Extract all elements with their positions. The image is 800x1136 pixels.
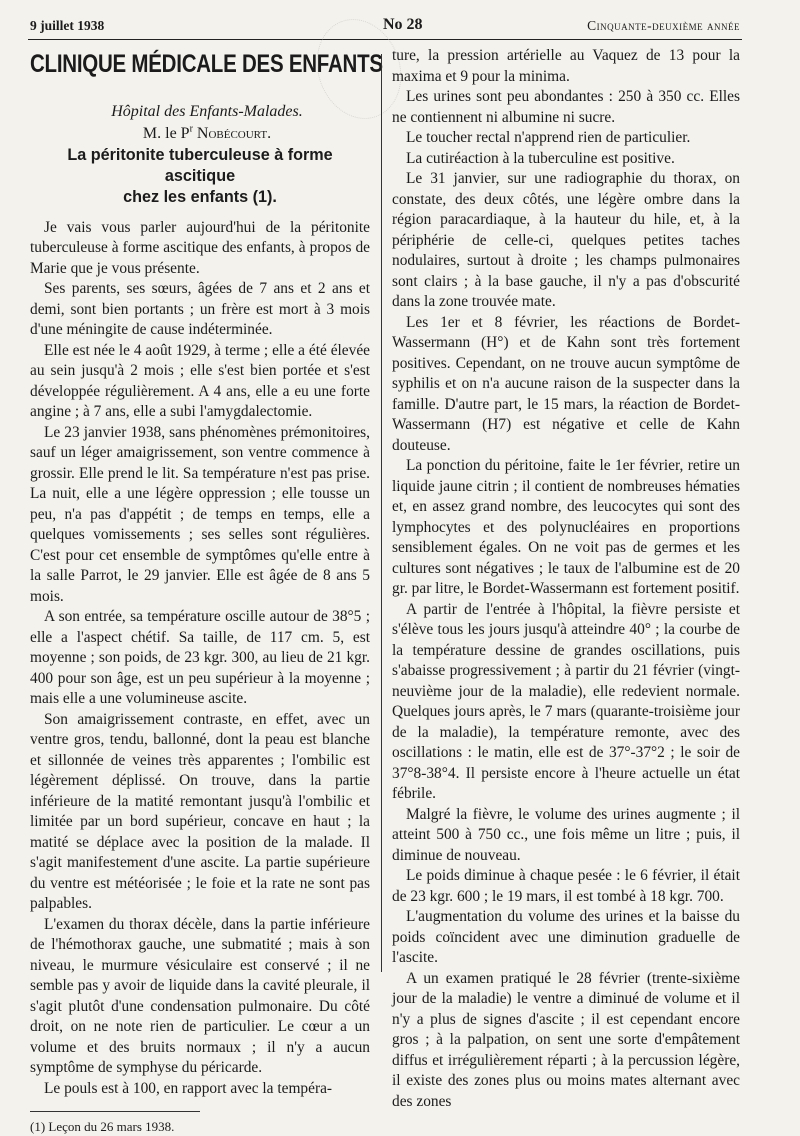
- hospital-name: Hôpital des Enfants-Malades.: [111, 102, 303, 120]
- left-column: [30, 46, 383, 1136]
- right-paragraph: Le toucher rectal n'apprend rien de particulier.: [406, 129, 691, 146]
- right-paragraph: A partir de l'entrée à l'hôpital, la fièvre persiste et s'élève tous les jours jusqu'à atteindre 40° ; la courbe de la température dessine de grandes oscillations, puis s'abaisse progressivement ; à partir du 21 février (vingt-neuvième jour de la maladie), elle redevient normale. Quelques jours après, le 7 mars (quarante-troisième jour de la maladie), la température remonte, avec des oscillations : le matin, elle est de 37°-37°2 ; le soir de 37°8-38°4. Il persiste encore à l'heure actuelle un état fébrile.: [392, 600, 740, 802]
- right-paragraph: Les 1er et 8 février, les réactions de Bordet-Wassermann (H°) et de Kahn sont très fortement positives. Cependant, on ne trouve aucun symptôme de syphilis et on n'a aucune raison de la suspecter dans la famille. D'autre part, le 15 mars, la réaction de Bordet-Wassermann (H7) est négative et celle de Kahn douteuse.: [392, 313, 740, 454]
- left-paragraph: Le pouls est à 100, en rapport avec la tempéra-: [44, 1079, 333, 1097]
- article-title-line-1: La péritonite tuberculeuse à forme ascitique: [67, 145, 333, 185]
- doctor-name: Nobécourt.: [196, 124, 272, 142]
- right-paragraph: A un examen pratiqué le 28 février (trente-sixième jour de la maladie) le ventre a diminué de volume et il n'y a plus de signes d'ascite ; il est cependant encore gros ; à la palpation, on sent une sorte d'empâtement diffus et irrégulièrement réparti ; à la percussion légère, il existe des zones plus ou moins mates alternant avec des zones: [392, 969, 740, 1110]
- doctor-prefix: M. le P: [142, 124, 190, 142]
- right-paragraph: La ponction du péritoine, faite le 1er février, retire un liquide jaune citrin ; il contient de nombreuses hématies et, en assez grand nombre, des leucocytes qui sont des lymphocytes et des polynucléaires en proportions sensiblement égales. On ne voit pas de germes et les cultures sont négatives ; le taux de l'albumine est de 20 gr. par litre, le Bordet-Wassermann est fortement positif.: [392, 457, 740, 597]
- right-paragraph: ture, la pression artérielle au Vaquez de 13 pour la maxima et 9 pour la minima.: [392, 47, 740, 85]
- footnote: (1) Leçon du 26 mars 1938.: [30, 1119, 175, 1134]
- column-separator: [381, 54, 382, 972]
- left-paragraph: Le 23 janvier 1938, sans phénomènes prémonitoires, sauf un léger amaigrissement, son ventre commence à grossir. Elle prend le lit. Sa température n'est pas prise. La nuit, elle a une légère oppression ; elle tousse un peu, n'a pas d'appétit ; de temps en temps, elle a quelques vomissements ; ses selles sont régulières. C'est pour cet ensemble de symptômes qu'elle entre à la salle Parrot, le 29 janvier. Elle est âgée de 8 ans 5 mois.: [30, 423, 370, 605]
- article-title-line-2: chez les enfants (1).: [123, 187, 277, 206]
- right-paragraph: Le poids diminue à chaque pesée : le 6 février, il était de 23 kgr. 600 ; le 19 mars, il est tombé à 18 kgr. 700.: [392, 867, 740, 905]
- right-paragraph: L'augmentation du volume des urines et la baisse du poids coïncident avec une diminution graduelle de l'ascite.: [392, 908, 740, 966]
- right-paragraph: Malgré la fièvre, le volume des urines augmente ; il atteint 500 à 750 cc., une fois même un litre ; puis, il diminue de nouveau.: [392, 805, 740, 864]
- doctor-line: [30, 123, 370, 145]
- left-paragraph: Son amaigrissement contraste, en effet, avec un ventre gros, tendu, ballonné, dont la peau est blanche et sillonnée de veines très apparentes ; l'ombilic est légèrement déplissé. On trouve, dans la partie inférieure de la matité remontant jusqu'à l'ombilic et limitée par un bord supérieur, concave en haut ; la matité se déplace avec la position de la malade. Il s'agit manifestement d'une ascite. La partie supérieure du ventre est météorisée ; le foie et la rate ne sont pas palpables.: [30, 710, 370, 912]
- header-issue-number: No 28: [383, 16, 423, 33]
- right-paragraph: Le 31 janvier, sur une radiographie du thorax, on constate, des deux côtés, une légère ombre dans la région paracardiaque, à la hauteur du hile, et, à la périphérie de celle-ci, quelques petites taches nodulaires, surtout à droite ; les champs pulmonaires sont clairs ; à la base gauche, il n'y a pas d'obscurité dans la zone trouvée mate.: [392, 170, 740, 310]
- left-paragraph: Elle est née le 4 août 1929, à terme ; elle a été élevée au sein jusqu'à 2 mois ; elle s'est bien portée et s'est développée régulièrement. A 4 ans, elle a eu une forte angine ; à 7 ans, elle a subi l'amygdalectomie.: [30, 341, 370, 420]
- left-paragraph: Je vais vous parler aujourd'hui de la péritonite tuberculeuse à forme ascitique des enfants, à propos de Marie que je vous présente.: [30, 218, 370, 277]
- left-paragraph: A son entrée, sa température oscille autour de 38°5 ; elle a l'aspect chétif. Sa taille, de 117 cm. 5, est moyenne ; son poids, de 23 kgr. 300, au lieu de 21 kgr. 400 pour son âge, est un peu supérieur à la moyenne ; mais elle a une volumineuse ascite.: [30, 608, 370, 707]
- header-year: Cinquante-deuxième année: [587, 18, 740, 33]
- footnote-rule: [30, 1111, 200, 1112]
- right-paragraph: La cutiréaction à la tuberculine est positive.: [406, 149, 675, 167]
- right-column: [392, 46, 740, 1112]
- article-title: [30, 145, 370, 208]
- doctor-sup: r: [189, 123, 193, 135]
- right-paragraph: Les urines sont peu abondantes : 250 à 350 cc. Elles ne contiennent ni albumine ni sucre.: [392, 88, 740, 126]
- left-paragraph: Ses parents, ses sœurs, âgées de 7 ans et 2 ans et demi, sont bien portants ; un frère est mort à 3 mois d'une méningite de cause indéterminée.: [30, 280, 370, 338]
- left-paragraph: L'examen du thorax décèle, dans la partie inférieure de l'hémothorax gauche, une submatité ; mais à son niveau, le murmure vésiculaire est conservé ; il ne semble pas y avoir de liquide dans la cavité pleurale, il s'agit plutôt d'une condensation pulmonaire. Du côté droit, on ne note rien de particulier. Le cœur a un volume et des bruits normaux ; il n'y a aucun symptôme de symphyse du péricarde.: [30, 915, 370, 1076]
- section-title: CLINIQUE MÉDICALE DES ENFANTS: [30, 50, 383, 78]
- header-date: 9 juillet 1938: [30, 18, 105, 33]
